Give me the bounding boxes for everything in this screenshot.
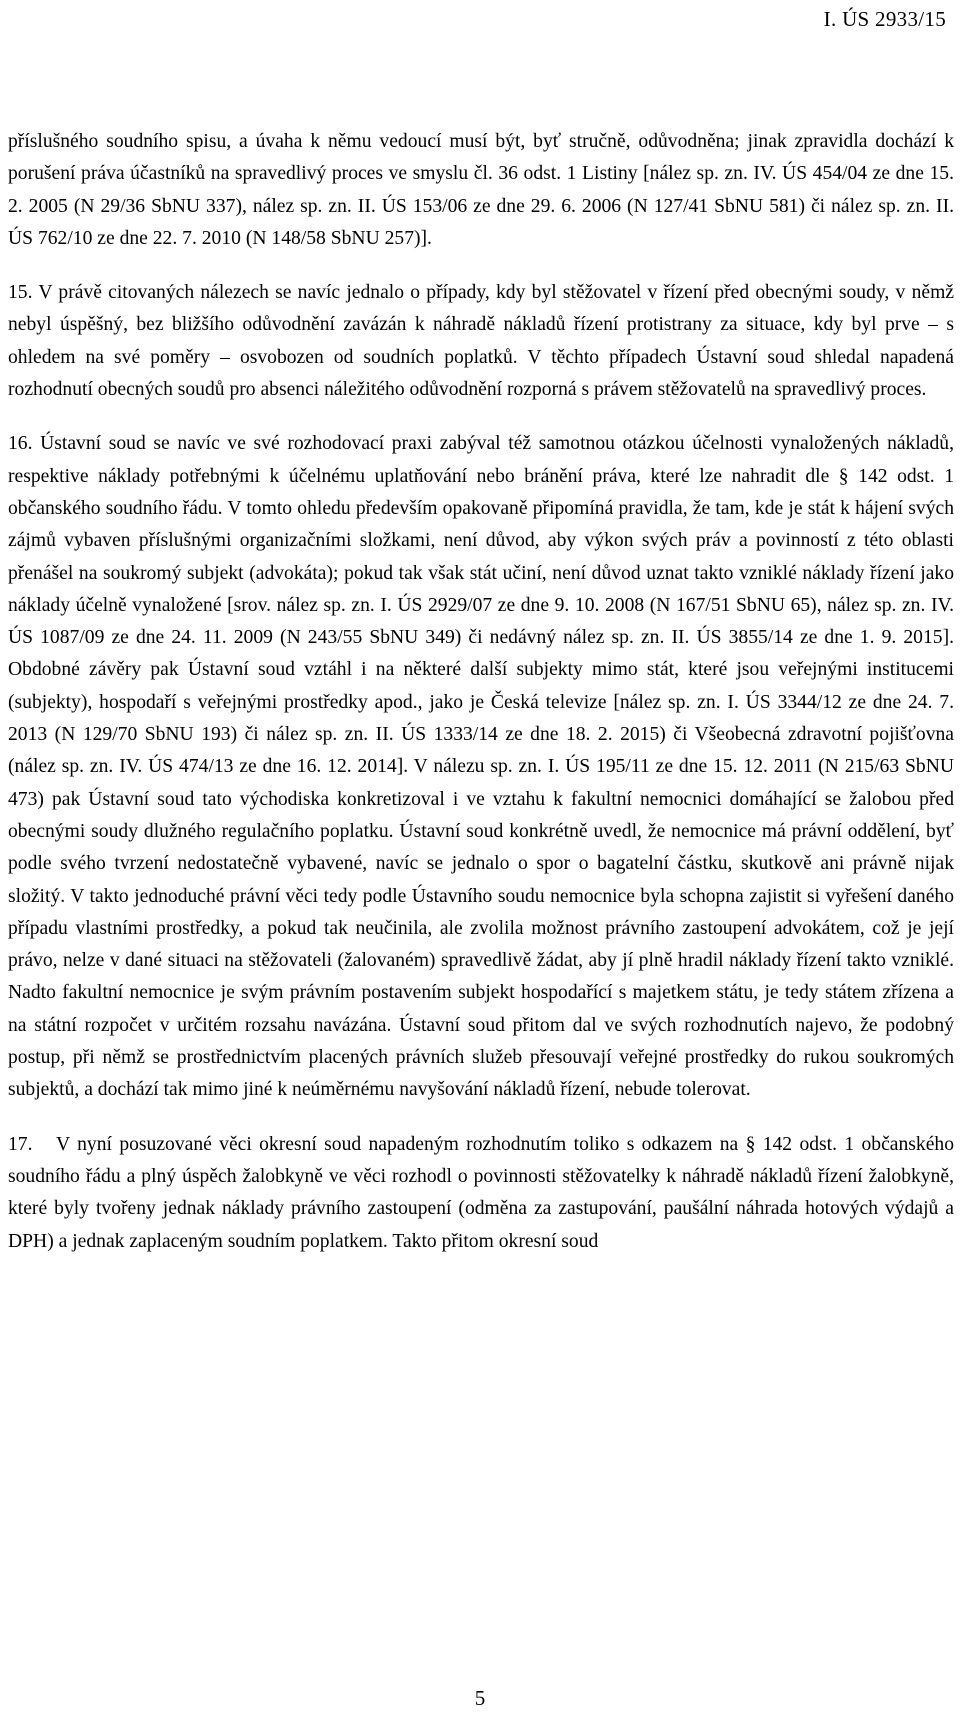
paragraph-number: 17.: [8, 1133, 33, 1155]
paragraph-text: V nyní posuzované věci okresní soud napadeným rozhodnutím toliko s odkazem na § 142 odst. 1 občanského soudního řádu a plný úspěch žalobkyně ve věci rozhodl o povinnosti stěžovatelky k náhradě nákladů řízení žalobkyně, které byly tvořeny jednak náklady právního zastoupení (odměna za zastupování, paušální náhrada hotových výdajů a DPH) a jednak zaplaceným soudním poplatkem. Takto přitom okresní soud: [8, 1133, 954, 1252]
case-number-header: I. ÚS 2933/15: [823, 7, 946, 31]
document-body: [8, 126, 954, 1280]
paragraph-continuation: [8, 126, 954, 255]
page-number: 5: [474, 1686, 486, 1710]
paragraph-17: [8, 1129, 954, 1258]
paragraph-text: Ústavní soud se navíc ve své rozhodovací praxi zabýval též samotnou otázkou účelnosti vynaložených nákladů, respektive náklady potřebnými k účelnému uplatňování nebo bránění práva, které lze nahradit dle § 142 odst. 1 občanského soudního řádu. V tomto ohledu především opakovaně připomíná pravidla, že tam, kde je stát k hájení svých zájmů vybaven příslušnými organizačními složkami, není důvod, aby výkon svých práv a povinností z této oblasti přenášel na soukromý subjekt (advokáta); pokud tak však stát učiní, není důvod uznat takto vzniklé náklady řízení jako náklady účelně vynaložené [srov. nález sp. zn. I. ÚS 2929/07 ze dne 9. 10. 2008 (N 167/51 SbNU 65), nález sp. zn. IV. ÚS 1087/09 ze dne 24. 11. 2009 (N 243/55 SbNU 349) či nedávný nález sp. zn. II. ÚS 3855/14 ze dne 1. 9. 2015]. Obdobné závěry pak Ústavní soud vztáhl i na některé další subjekty mimo stát, které jsou veřejnými institucemi (subjekty), hospodaří s veřejnými prostředky apod., jako je Česká televize [nález sp. zn. I. ÚS 3344/12 ze dne 24. 7. 2013 (N 129/70 SbNU 193) či nález sp. zn. II. ÚS 1333/14 ze dne 18. 2. 2015) či Všeobecná zdravotní pojišťovna (nález sp. zn. IV. ÚS 474/13 ze dne 16. 12. 2014]. V nálezu sp. zn. I. ÚS 195/11 ze dne 15. 12. 2011 (N 215/63 SbNU 473) pak Ústavní soud tato východiska konkretizoval i ve vztahu k fakultní nemocnici domáhající se žalobou před obecnými soudy dlužného regulačního poplatku. Ústavní soud konkrétně uvedl, že nemocnice má právní oddělení, byť podle svého tvrzení nedostatečně vybavené, navíc se jednalo o spor o bagatelní částku, skutkově ani právně nijak složitý. V takto jednoduché právní věci tedy podle Ústavního soudu nemocnice byla schopna zajistit si vyřešení daného případu vlastními prostředky, a pokud tak neučinila, ale zvolila možnost právního zastoupení advokátem, což je její právo, nelze v dané situaci na stěžovateli (žalovaném) spravedlivě žádat, aby jí plně hradil náklady řízení takto vzniklé. Nadto fakultní nemocnice je svým právním postavením subjekt hospodařící s majetkem státu, je tedy státem zřízena a na státní rozpočet v určitém rozsahu navázána. Ústavní soud přitom dal ve svých rozhodnutích najevo, že podobný postup, při němž se prostřednictvím placených právních služeb přesouvají veřejné prostředky do rukou soukromých subjektů, a dochází tak mimo jiné k neúměrnému navyšování nákladů řízení, nebude tolerovat.: [8, 433, 954, 1101]
paragraph-15: [8, 277, 954, 406]
paragraph-text: V právě citovaných nálezech se navíc jednalo o případy, kdy byl stěžovatel v řízení před obecnými soudy, v němž nebyl úspěšný, bez bližšího odůvodnění zavázán k náhradě nákladů řízení protistrany za situace, kdy byl prve – s ohledem na své poměry – osvobozen od soudních poplatků. V těchto případech Ústavní soud shledal napadená rozhodnutí obecných soudů pro absenci náležitého odůvodnění rozporná s právem stěžovatelů na spravedlivý proces.: [8, 282, 955, 401]
paragraph-number: 16.: [8, 433, 33, 455]
paragraph-text: příslušného soudního spisu, a úvaha k němu vedoucí musí být, byť stručně, odůvodněna; jinak zpravidla dochází k porušení práva účastníků na spravedlivý proces ve smyslu čl. 36 odst. 1 Listiny [nález sp. zn. IV. ÚS 454/04 ze dne 15. 2. 2005 (N 29/36 SbNU 337), nález sp. zn. II. ÚS 153/06 ze dne 29. 6. 2006 (N 127/41 SbNU 581) či nález sp. zn. II. ÚS 762/10 ze dne 22. 7. 2010 (N 148/58 SbNU 257)].: [8, 131, 954, 249]
paragraph-number: 15.: [8, 282, 33, 304]
paragraph-16: [8, 428, 954, 1106]
